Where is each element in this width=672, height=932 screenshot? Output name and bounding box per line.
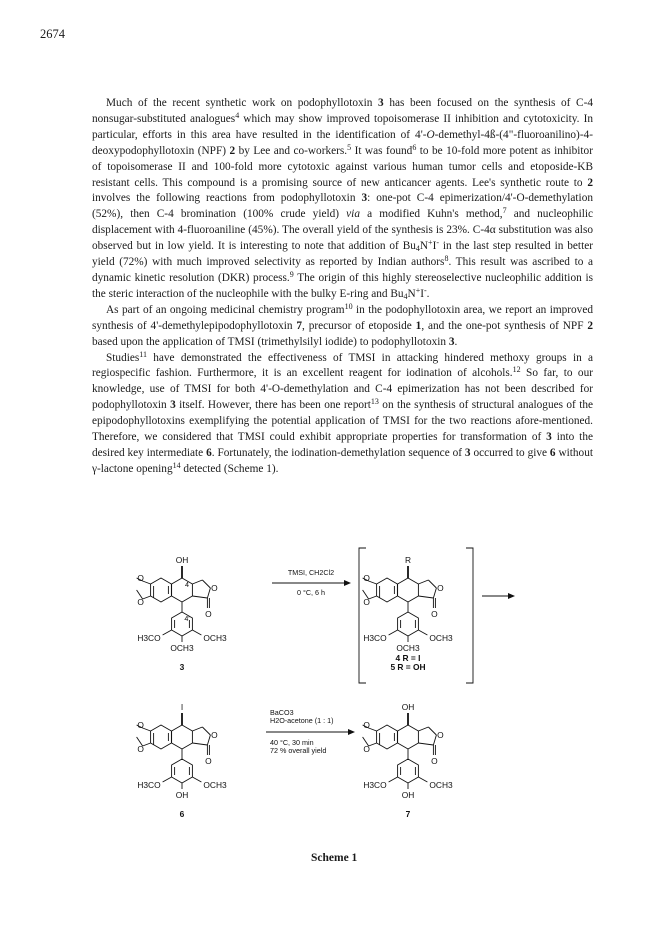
oxygen-label: O bbox=[431, 756, 438, 766]
step1-conditions: 0 °C, 6 h bbox=[296, 588, 326, 597]
text-run: The origin of this highly stereoselective nucleophilic addition is the steric interaction of the nucleophile with the bulky E-ring and Bu bbox=[92, 271, 593, 300]
text-run: 3 bbox=[546, 431, 552, 444]
text-run: 3 bbox=[378, 97, 384, 109]
text-run: I bbox=[420, 287, 424, 300]
compound-4-5 bbox=[363, 555, 453, 672]
lactone-bond bbox=[418, 580, 428, 584]
text-run: I bbox=[432, 240, 437, 253]
oxygen-label: O bbox=[137, 744, 144, 754]
text-run: 2 bbox=[587, 319, 594, 332]
text-run: N bbox=[419, 240, 429, 253]
compound-6 bbox=[137, 702, 227, 819]
text-run: 8 bbox=[444, 254, 449, 264]
text-run: . This result was ascribed to a dynamic kinetic resolution (DKR) process. bbox=[92, 256, 593, 284]
lactone-bond bbox=[207, 735, 210, 745]
compound-number: 4 R = I bbox=[395, 653, 421, 663]
text-run: Studies bbox=[106, 351, 140, 364]
text-run: 6 bbox=[206, 446, 212, 459]
text-run: Much of the recent synthetic work on podophyllotoxin bbox=[106, 97, 379, 109]
text-run: O bbox=[426, 128, 435, 141]
text-run: 10 bbox=[344, 301, 353, 311]
compound-number: 6 bbox=[179, 809, 185, 819]
paragraph bbox=[92, 303, 593, 351]
ring-c bbox=[398, 578, 419, 602]
page-number: 2674 bbox=[40, 27, 65, 41]
compound-3 bbox=[137, 555, 227, 672]
text-run: 3 bbox=[448, 335, 455, 348]
text-run: 6 bbox=[549, 446, 556, 459]
text-run: have demonstrated the effectiveness of TMSI in attacking hindered methoxy groups in a regiospecific fashion. Furthermore, it is an excellent reagent for iodination of alcohols. bbox=[92, 351, 593, 380]
paragraph bbox=[92, 96, 593, 303]
text-run: 7 bbox=[296, 319, 303, 332]
text-run: via bbox=[346, 208, 360, 221]
arrow-head bbox=[344, 580, 351, 586]
bottom-group-label: OCH3 bbox=[170, 643, 194, 653]
text-run: 5 bbox=[347, 142, 352, 152]
text-run: -demethyl-4ß-(4"-fluoroanilino)-4-deoxypodophyllotoxin (NPF) bbox=[92, 128, 593, 157]
oxygen-label: O bbox=[437, 583, 444, 593]
locant-label: 4 bbox=[185, 580, 189, 589]
left-group-label: H3CO bbox=[363, 633, 387, 643]
oxygen-label: O bbox=[363, 597, 370, 607]
text-run: 1 bbox=[415, 319, 422, 332]
text-run: 4 bbox=[415, 244, 420, 254]
text-run: into the desired key intermediate bbox=[92, 431, 593, 459]
text-run: . bbox=[454, 335, 458, 348]
c4-substituent: I bbox=[180, 702, 184, 712]
step2-reagents: BaCO3 bbox=[270, 708, 294, 717]
text-run: a modified Kuhn's method, bbox=[359, 208, 503, 221]
methoxy-bond bbox=[418, 630, 427, 635]
text-run: itself. However, there has been one report bbox=[175, 399, 371, 412]
right-group-label: OCH3 bbox=[203, 780, 227, 790]
text-run: which may show improved topoisomerase II inhibition and cytotoxicity. In particular, efforts in this area have resulted in the identification of 4'- bbox=[92, 112, 593, 141]
text-run: based upon the application of TMSI (trimethylsilyl iodide) to podophyllotoxin bbox=[92, 335, 449, 348]
text-run: 2 bbox=[229, 144, 236, 157]
methoxy-bond bbox=[192, 777, 201, 782]
text-run: . Fortunately, the iodination-demethylation sequence of bbox=[211, 446, 465, 459]
paragraph bbox=[92, 351, 593, 478]
text-run: As part of an ongoing medicinal chemistry program bbox=[106, 303, 345, 316]
text-run: + bbox=[428, 238, 433, 248]
lactone-bond bbox=[433, 735, 436, 745]
text-run: 3 bbox=[464, 446, 471, 459]
text-run: + bbox=[415, 285, 421, 295]
oxygen-label: O bbox=[363, 573, 370, 583]
text-run: detected (Scheme 1). bbox=[180, 462, 279, 475]
text-run: 3 bbox=[361, 192, 368, 205]
text-run: to be 10-fold more potent as inhibitor of topoisomerase II and 100-fold more cytotoxic against various human tumor cells and etoposide-KB resistant cells. This compound is a promising source of new anticancer agents. Lee's synthetic route to bbox=[92, 144, 593, 189]
text-run: 14 bbox=[172, 460, 181, 470]
compound-number: 5 R = OH bbox=[390, 662, 426, 672]
bottom-group-label: OH bbox=[401, 790, 415, 800]
lactone-bond bbox=[418, 596, 433, 598]
lactone-bond bbox=[202, 580, 210, 588]
text-run: 11 bbox=[139, 349, 147, 359]
text-run: , and the one-pot synthesis of NPF bbox=[421, 319, 588, 332]
oxygen-label: O bbox=[137, 573, 144, 583]
text-run: - bbox=[436, 238, 439, 248]
text-run: It was found bbox=[351, 144, 413, 157]
text-run: occurred to give bbox=[470, 446, 550, 459]
oxygen-label: O bbox=[137, 720, 144, 730]
left-group-label: H3CO bbox=[137, 633, 161, 643]
text-run: without γ-lactone opening bbox=[92, 446, 593, 475]
text-run: involves the following reactions from podophyllotoxin bbox=[92, 192, 362, 205]
text-run: 9 bbox=[289, 269, 294, 279]
methoxy-bond bbox=[418, 777, 427, 782]
lactone-bond bbox=[192, 727, 202, 731]
oxygen-label: O bbox=[137, 597, 144, 607]
methoxy-bond bbox=[192, 630, 201, 635]
compound-number: 3 bbox=[179, 662, 185, 672]
methoxy-bond bbox=[389, 777, 398, 782]
lactone-bond bbox=[433, 588, 436, 598]
text-run: has been focused on the synthesis of C-4 nonsugar-substituted analogues bbox=[92, 97, 593, 125]
methoxy-bond bbox=[163, 630, 172, 635]
scheme-caption: Scheme 1 bbox=[311, 852, 358, 864]
text-run: N bbox=[407, 287, 416, 300]
lactone-bond bbox=[192, 580, 202, 584]
text-run: in the podophyllotoxin area, we report an improved synthesis of 4'-demethylepipodophyllotoxin bbox=[92, 303, 593, 332]
c4-substituent: R bbox=[404, 555, 412, 565]
lactone-bond bbox=[428, 580, 436, 588]
lactone-bond bbox=[192, 596, 207, 598]
text-run: on the synthesis of structural analogues of the epipodophyllotoxins exemplifying the potential application of TMSI for the two reactions afore-mentioned. Therefore, we considered that TMSI could exhibit appropriate properties for transformation of bbox=[92, 399, 594, 444]
step1-reagents: TMSI, CH2Cl2 bbox=[287, 568, 335, 577]
bottom-group-label: OCH3 bbox=[396, 643, 420, 653]
right-group-label: OCH3 bbox=[429, 780, 453, 790]
scheme-1 bbox=[130, 548, 530, 848]
oxygen-label: O bbox=[211, 583, 218, 593]
oxygen-label: O bbox=[437, 730, 444, 740]
right-group-label: OCH3 bbox=[429, 633, 453, 643]
ring-c bbox=[398, 725, 419, 749]
oxygen-label: O bbox=[205, 756, 212, 766]
text-run: , precursor of etoposide bbox=[302, 319, 416, 332]
lactone-bond bbox=[418, 727, 428, 731]
arrow-head bbox=[508, 593, 515, 599]
lactone-bond bbox=[192, 743, 207, 745]
text-run: So far, to our knowledge, use of TMSI for both 4'-O-demethylation and C-4 epimerization has not been described for podophyllotoxin bbox=[92, 367, 593, 412]
scheme-1-drawing bbox=[130, 548, 530, 848]
left-group-label: H3CO bbox=[137, 780, 161, 790]
lactone-bond bbox=[207, 588, 210, 598]
oxygen-label: O bbox=[211, 730, 218, 740]
locant-label: 4' bbox=[184, 614, 190, 623]
left-group-label: H3CO bbox=[363, 780, 387, 790]
text-run: by Lee and co-workers. bbox=[235, 144, 348, 157]
text-run: 12 bbox=[512, 365, 521, 375]
lactone-bond bbox=[418, 743, 433, 745]
step2-conditions: 40 °C, 30 min bbox=[270, 738, 314, 747]
text-run: 7 bbox=[502, 206, 507, 216]
compound-7 bbox=[363, 702, 453, 819]
text-run: 2 bbox=[587, 176, 593, 189]
text-run: 6 bbox=[412, 142, 417, 152]
text-run: 4 bbox=[235, 110, 240, 120]
step2-conditions: 72 % overall yield bbox=[270, 746, 327, 755]
text-run: in the last step resulted in better yield (72%) with much improved selectivity as reported by Indian authors bbox=[92, 240, 593, 269]
bracket-right bbox=[466, 548, 473, 683]
text-run: . bbox=[426, 287, 430, 300]
bottom-group-label: OH bbox=[175, 790, 189, 800]
methoxy-bond bbox=[389, 630, 398, 635]
c4-substituent: OH bbox=[401, 702, 415, 712]
methoxy-bond bbox=[163, 777, 172, 782]
ring-c bbox=[172, 578, 193, 602]
oxygen-label: O bbox=[431, 609, 438, 619]
text-run: 3 bbox=[170, 399, 176, 412]
step2-reagents: H2O-acetone (1 : 1) bbox=[270, 716, 334, 725]
text-run: and nucleophilic displacement with 4-fluoroaniline (45%). The overall yield of the synthesis is 23%. C-4α substitution was also observed but in low yield. It is interesting to note that addition of Bu bbox=[92, 208, 593, 253]
text-run: 4 bbox=[403, 291, 408, 301]
bracket-left bbox=[359, 548, 366, 683]
text-run: 13 bbox=[370, 397, 379, 407]
ring-c bbox=[172, 725, 193, 749]
lactone-bond bbox=[428, 727, 436, 735]
oxygen-label: O bbox=[363, 744, 370, 754]
text-run: : one-pot C-4 epimerization/4'-O-demethylation (52%), then C-4 bromination (100% crude yield) bbox=[92, 192, 593, 221]
lactone-bond bbox=[202, 727, 210, 735]
right-group-label: OCH3 bbox=[203, 633, 227, 643]
text-run: - bbox=[423, 285, 427, 295]
c4-substituent: OH bbox=[175, 555, 189, 565]
arrow-head bbox=[348, 729, 355, 735]
body-text bbox=[92, 96, 593, 478]
compound-number: 7 bbox=[405, 809, 411, 819]
oxygen-label: O bbox=[363, 720, 370, 730]
oxygen-label: O bbox=[205, 609, 212, 619]
